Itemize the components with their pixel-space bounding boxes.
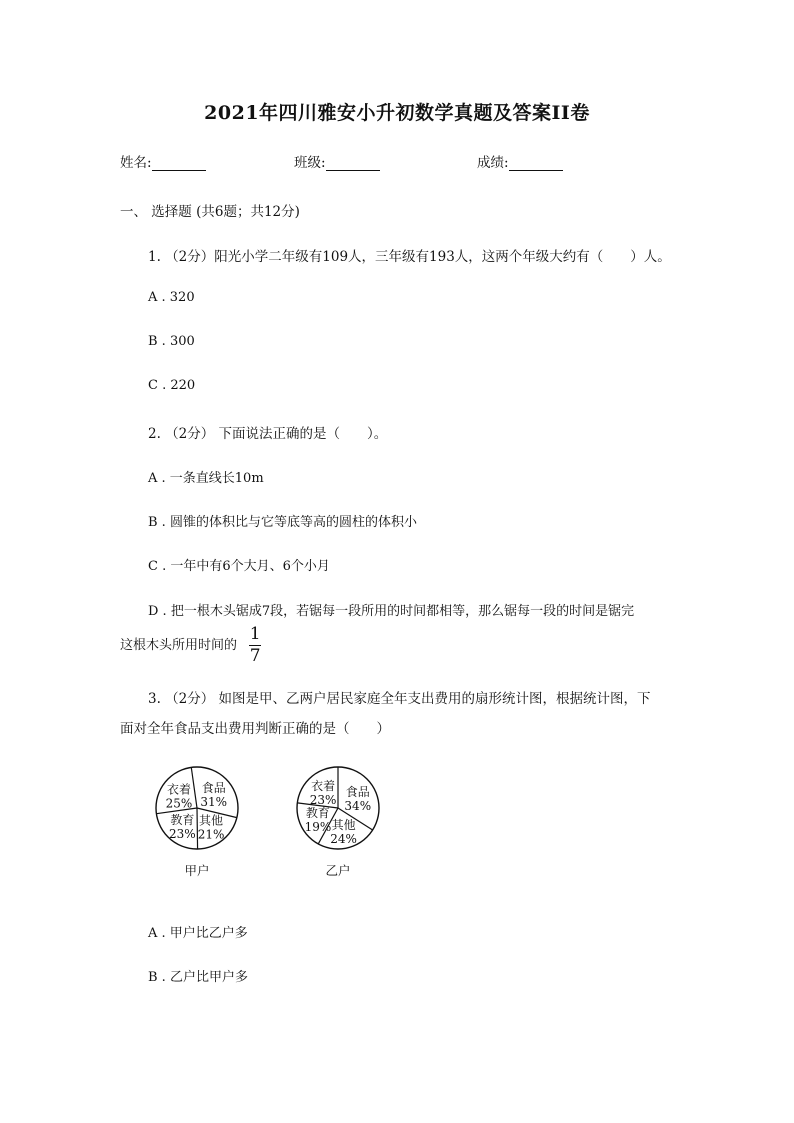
class-field (294, 151, 380, 171)
pie-slice-label: 其他 (331, 817, 356, 832)
section-heading: 一、 选择题 (共6题；共12分) (120, 204, 300, 220)
page-title: 2021年四川雅安小升初数学真题及答案II卷 (204, 102, 590, 124)
q2-option-d-continued (120, 626, 261, 665)
pie-slice-value: 21% (197, 827, 225, 842)
q1-option-a: A . 320 (148, 290, 195, 305)
pie-charts-figure (140, 762, 410, 892)
class-blank (326, 156, 380, 171)
pie-slice-value: 23% (168, 827, 196, 842)
pie-slice-value: 31% (200, 794, 228, 809)
q1-option-c: C . 220 (148, 378, 196, 393)
question-2: 2. （2分） 下面说法正确的是（ ）。 (148, 426, 388, 442)
pie-chart-caption: 甲户 (184, 863, 210, 878)
pie-slice-label: 教育 (170, 813, 195, 828)
pie-slice-value: 24% (330, 831, 357, 846)
q1-option-b: B . 300 (148, 334, 195, 349)
q3-option-a: A . 甲户比乙户多 (148, 926, 248, 941)
score-field (477, 151, 563, 171)
pie-slice-label: 衣着 (311, 779, 336, 794)
pie-slice-label: 食品 (345, 785, 370, 800)
class-label: 班级: (294, 155, 326, 171)
fraction-numerator: 1 (249, 624, 261, 644)
pie-slice-label: 其他 (199, 813, 224, 828)
fraction-denominator: 7 (249, 646, 261, 666)
score-blank (509, 156, 563, 171)
pie-slice-value: 19% (304, 820, 332, 835)
question-3-line1: 3. （2分） 如图是甲、乙两户居民家庭全年支出费用的扇形统计图，根据统计图，下 (148, 691, 651, 707)
name-field (120, 151, 206, 171)
pie-slice-divider (197, 808, 198, 849)
pie-slice-label: 衣着 (166, 782, 191, 797)
q3-option-b: B . 乙户比甲户多 (148, 970, 248, 985)
pie-chart-jia (156, 767, 238, 878)
pie-slice-label: 教育 (305, 806, 330, 821)
fraction (249, 626, 261, 665)
pie-chart-caption: 乙户 (325, 863, 351, 878)
name-blank (152, 156, 206, 171)
q2-option-d-cont-text: 这根木头所用时间的 (120, 638, 238, 653)
q2-option-d: D . 把一根木头锯成7段，若锯每一段所用的时间都相等，那么锯每一段的时间是锯完 (148, 604, 635, 619)
question-3-line2: 面对全年食品支出费用判断正确的是（ ） (120, 721, 390, 737)
q2-option-b: B . 圆锥的体积比与它等底等高的圆柱的体积小 (148, 515, 417, 530)
pie-slice-value: 34% (344, 799, 372, 814)
pie-slice-value: 25% (165, 796, 193, 811)
q2-option-a: A . 一条直线长10m (148, 471, 264, 486)
pie-chart-yi (297, 767, 379, 878)
pie-slice-label: 食品 (201, 780, 226, 795)
name-label: 姓名: (120, 155, 152, 171)
question-1: 1. （2分）阳光小学二年级有109人，三年级有193人，这两个年级大约有（ ）人。 (148, 249, 671, 265)
pie-slice-value: 23% (309, 793, 337, 808)
q2-option-c: C . 一年中有6个大月、6个小月 (148, 559, 330, 574)
score-label: 成绩: (477, 155, 509, 171)
